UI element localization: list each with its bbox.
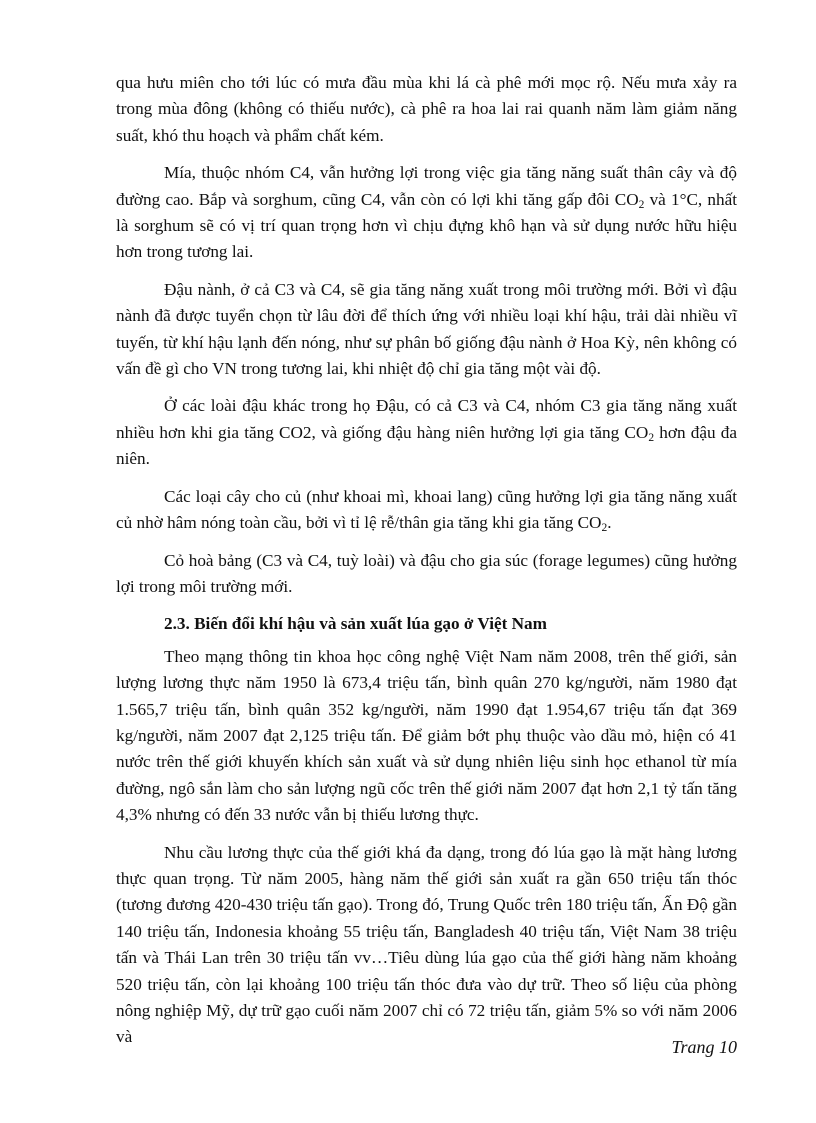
document-page [116, 70, 737, 1062]
paragraph-tubers: Các loại cây cho củ (như khoai mì, khoai lang) cũng hưởng lợi gia tăng năng xuất củ nhờ hâm nóng toàn cầu, bởi vì tỉ lệ rễ/thân gia tăng khi gia tăng $CO_2$. [116, 486, 737, 535]
paragraph-world-food: Theo mạng thông tin khoa học công nghệ Việt Nam năm 2008, trên thế giới, sản lượng lương thực năm 1950 là 673,4 triệu tấn, bình quân 270 kg/người, năm 1980 đạt 1.565,7 triệu tấn, bình quân 352 kg/người, năm 1990 đạt 1.954,67 triệu tấn đạt 369 kg/người, năm 2007 đạt 2,125 triệu tấn. Để giảm bớt phụ thuộc vào dầu mỏ, hiện có 41 nước trên thế giới khuyến khích sản xuất và sử dụng nhiên liệu sinh học ethanol từ mía đường, ngô sắn làm cho sản lượng ngũ cốc trên thế giới năm 2007 đạt hơn 2,1 tỷ tấn tăng 4,3% nhưng có đến 33 nước vẫn bị thiếu lương thực. [116, 646, 737, 825]
paragraph-coffee: qua hưu miên cho tới lúc có mưa đầu mùa khi lá cà phê mới mọc rộ. Nếu mưa xảy ra trong mùa đông (không có thiếu nước), cà phê ra hoa lai rai quanh năm làm giảm năng suất, khó thu hoạch và phẩm chất kém. [116, 73, 737, 145]
paragraph-sugarcane: Mía, thuộc nhóm C4, vẫn hưởng lợi trong việc gia tăng năng suất thân cây và độ đường cao. Bắp và sorghum, cũng C4, vẫn còn có lợi khi tăng gấp đôi $CO_2$ và 1°C, nhất là sorghum sẽ có vị trí quan trọng hơn vì chịu đựng khô hạn và sử dụng nước hữu hiệu hơn trong tương lai. [116, 163, 737, 262]
paragraph-forage: Cỏ hoà bảng (C3 và C4, tuỳ loài) và đậu cho gia súc (forage legumes) cũng hưởng lợi trong môi trường mới. [116, 550, 737, 596]
paragraph-soybean: Đậu nành, ở cả C3 và C4, sẽ gia tăng năng xuất trong môi trường mới. Bởi vì đậu nành đã được tuyển chọn từ lâu đời để thích ứng với nhiều loại khí hậu, trải dài nhiều vĩ tuyến, từ khí hậu lạnh đến nóng, như sự phân bố giống đậu nành ở Hoa Kỳ, nên không có vấn đề gì cho VN trong tương lai, khi nhiệt độ chỉ gia tăng một vài độ. [116, 279, 737, 379]
paragraph-legumes: Ở các loài đậu khác trong họ Đậu, có cả C3 và C4, nhóm C3 gia tăng năng xuất nhiều hơn khi gia tăng CO2, và giống đậu hàng niên hưởng lợi gia tăng $CO_2$ hơn đậu đa niên. [116, 396, 737, 469]
section-heading: 2.3. Biến đổi khí hậu và sản xuất lúa gạo ở Việt Nam [164, 614, 547, 634]
page-number: Trang 10 [671, 1037, 737, 1057]
paragraph-rice-demand: Nhu cầu lương thực của thế giới khá đa dạng, trong đó lúa gạo là mặt hàng lương thực quan trọng. Từ năm 2005, hàng năm thế giới sản xuất ra gần 650 triệu tấn thóc (tương đương 420-430 triệu tấn gạo). Trong đó, Trung Quốc trên 180 triệu tấn, Ấn Độ gần 140 triệu tấn, Indonesia khoảng 55 triệu tấn, Bangladesh 40 triệu tấn, Việt Nam 38 triệu tấn và Thái Lan trên 30 triệu tấn vv…Tiêu dùng lúa gạo của thế giới hàng năm khoảng 520 triệu tấn, còn lại khoảng 100 triệu tấn thóc đưa vào dự trữ. Theo số liệu của phòng nông nghiệp Mỹ, dự trữ gạo cuối năm 2007 chỉ có 72 triệu tấn, giảm 5% so với năm 2006 và [116, 842, 737, 1047]
